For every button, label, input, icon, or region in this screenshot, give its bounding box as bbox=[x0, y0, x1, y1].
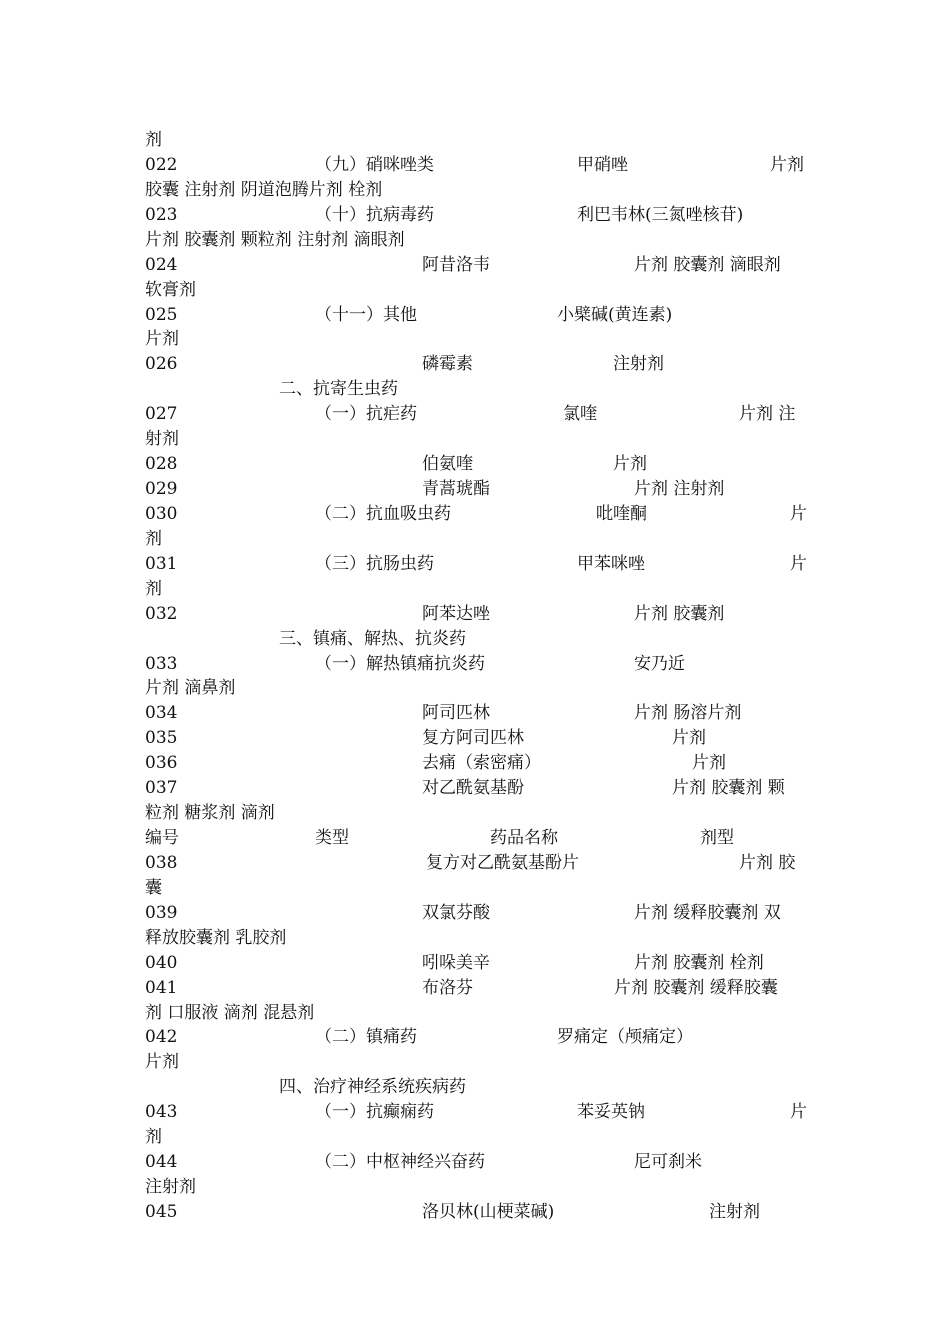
text-l29-4: 剂型 bbox=[700, 828, 734, 848]
text-l11-1: 二、抗寄生虫药 bbox=[279, 379, 398, 399]
text-l41-1: 剂 bbox=[145, 1127, 162, 1147]
text-l10-2: 磷霉素 bbox=[422, 354, 473, 374]
text-l18-1: 031 bbox=[145, 554, 178, 574]
text-l26-3: 片剂 bbox=[692, 753, 726, 773]
text-l08-2: （十一）其他 bbox=[315, 305, 417, 325]
text-l24-3: 片剂 肠溶片剂 bbox=[634, 703, 742, 723]
text-l42-1: 044 bbox=[145, 1152, 178, 1172]
text-l18-4: 片 bbox=[790, 554, 807, 574]
text-l16-3: 吡喹酮 bbox=[596, 504, 647, 524]
text-l12-3: 氯喹 bbox=[563, 404, 597, 424]
text-l02-1: 022 bbox=[145, 155, 178, 175]
text-l16-2: （二）抗血吸虫药 bbox=[315, 504, 451, 524]
text-l13-1: 射剂 bbox=[145, 429, 179, 449]
text-l22-3: 安乃近 bbox=[634, 654, 685, 674]
text-l30-2: 复方对乙酰氨基酚片 bbox=[426, 853, 579, 873]
text-l36-1: 剂 口服液 滴剂 混悬剂 bbox=[145, 1003, 315, 1023]
text-l20-1: 032 bbox=[145, 604, 178, 624]
text-l35-2: 布洛芬 bbox=[422, 978, 473, 998]
text-l17-1: 剂 bbox=[145, 529, 162, 549]
text-l18-2: （三）抗肠虫药 bbox=[315, 554, 434, 574]
text-l30-3: 片剂 胶 bbox=[739, 853, 796, 873]
text-l40-1: 043 bbox=[145, 1102, 178, 1122]
text-l15-3: 片剂 注射剂 bbox=[634, 479, 725, 499]
text-l25-3: 片剂 bbox=[672, 728, 706, 748]
text-l23-1: 片剂 滴鼻剂 bbox=[145, 678, 236, 698]
text-l22-1: 033 bbox=[145, 654, 178, 674]
text-l33-1: 释放胶囊剂 乳胶剂 bbox=[145, 928, 287, 948]
text-l34-1: 040 bbox=[145, 953, 178, 973]
text-l38-1: 片剂 bbox=[145, 1052, 179, 1072]
text-l01-1: 剂 bbox=[145, 130, 162, 150]
text-l44-1: 045 bbox=[145, 1202, 178, 1222]
text-l37-3: 罗痛定（颅痛定） bbox=[557, 1027, 693, 1047]
text-l44-3: 注射剂 bbox=[709, 1202, 760, 1222]
text-l34-2: 吲哚美辛 bbox=[422, 953, 490, 973]
text-l20-2: 阿苯达唑 bbox=[422, 604, 490, 624]
text-l43-1: 注射剂 bbox=[145, 1177, 196, 1197]
text-l27-3: 片剂 胶囊剂 颗 bbox=[672, 778, 785, 798]
text-l40-2: （一）抗癫痫药 bbox=[315, 1102, 434, 1122]
text-l04-2: （十）抗病毒药 bbox=[315, 205, 434, 225]
text-l08-1: 025 bbox=[145, 305, 178, 325]
text-l30-1: 038 bbox=[145, 853, 178, 873]
text-l29-1: 编号 bbox=[145, 828, 179, 848]
text-l09-1: 片剂 bbox=[145, 329, 179, 349]
text-l08-3: 小檗碱(黄连素) bbox=[557, 305, 673, 325]
text-l29-3: 药品名称 bbox=[490, 828, 558, 848]
text-l37-2: （二）镇痛药 bbox=[315, 1027, 417, 1047]
text-l24-2: 阿司匹林 bbox=[422, 703, 490, 723]
text-l04-1: 023 bbox=[145, 205, 178, 225]
text-l15-2: 青蒿琥酯 bbox=[422, 479, 490, 499]
text-l26-1: 036 bbox=[145, 753, 178, 773]
text-l42-3: 尼可刹米 bbox=[634, 1152, 702, 1172]
text-l06-2: 阿昔洛韦 bbox=[422, 255, 490, 275]
text-l02-4: 片剂 bbox=[770, 155, 804, 175]
text-l12-4: 片剂 注 bbox=[739, 404, 796, 424]
text-l16-4: 片 bbox=[790, 504, 807, 524]
text-l14-3: 片剂 bbox=[613, 454, 647, 474]
text-l34-3: 片剂 胶囊剂 栓剂 bbox=[634, 953, 764, 973]
text-l10-1: 026 bbox=[145, 354, 178, 374]
text-l40-3: 苯妥英钠 bbox=[577, 1102, 645, 1122]
text-l21-1: 三、镇痛、解热、抗炎药 bbox=[279, 629, 466, 649]
text-l05-1: 片剂 胶囊剂 颗粒剂 注射剂 滴眼剂 bbox=[145, 230, 405, 250]
text-l12-1: 027 bbox=[145, 404, 178, 424]
text-l03-1: 胶囊 注射剂 阴道泡腾片剂 栓剂 bbox=[145, 180, 383, 200]
text-l02-2: （九）硝咪唑类 bbox=[315, 155, 434, 175]
text-l25-1: 035 bbox=[145, 728, 178, 748]
text-l10-3: 注射剂 bbox=[613, 354, 664, 374]
text-l27-1: 037 bbox=[145, 778, 178, 798]
text-l31-1: 囊 bbox=[145, 878, 162, 898]
text-l25-2: 复方阿司匹林 bbox=[422, 728, 524, 748]
text-l06-1: 024 bbox=[145, 255, 178, 275]
text-l28-1: 粒剂 糖浆剂 滴剂 bbox=[145, 803, 275, 823]
text-l22-2: （一）解热镇痛抗炎药 bbox=[315, 654, 485, 674]
text-l12-2: （一）抗疟药 bbox=[315, 404, 417, 424]
text-l27-2: 对乙酰氨基酚 bbox=[422, 778, 524, 798]
text-l02-3: 甲硝唑 bbox=[577, 155, 628, 175]
text-l40-4: 片 bbox=[790, 1102, 807, 1122]
text-l15-1: 029 bbox=[145, 479, 178, 499]
text-l29-2: 类型 bbox=[315, 828, 349, 848]
text-l39-1: 四、治疗神经系统疾病药 bbox=[279, 1077, 466, 1097]
text-l14-2: 伯氨喹 bbox=[422, 454, 473, 474]
text-l35-3: 片剂 胶囊剂 缓释胶囊 bbox=[614, 978, 778, 998]
text-l37-1: 042 bbox=[145, 1027, 178, 1047]
text-l19-1: 剂 bbox=[145, 579, 162, 599]
text-l04-3: 利巴韦林(三氮唑核苷) bbox=[577, 205, 744, 225]
text-l32-2: 双氯芬酸 bbox=[422, 903, 490, 923]
text-l32-3: 片剂 缓释胶囊剂 双 bbox=[634, 903, 781, 923]
text-l18-3: 甲苯咪唑 bbox=[577, 554, 645, 574]
text-l26-2: 去痛（索密痛） bbox=[422, 753, 541, 773]
text-l44-2: 洛贝林(山梗菜碱) bbox=[422, 1202, 555, 1222]
text-l42-2: （二）中枢神经兴奋药 bbox=[315, 1152, 485, 1172]
text-l24-1: 034 bbox=[145, 703, 178, 723]
text-l07-1: 软膏剂 bbox=[145, 280, 196, 300]
text-l06-3: 片剂 胶囊剂 滴眼剂 bbox=[634, 255, 781, 275]
text-l32-1: 039 bbox=[145, 903, 178, 923]
text-l16-1: 030 bbox=[145, 504, 178, 524]
text-l35-1: 041 bbox=[145, 978, 178, 998]
text-l20-3: 片剂 胶囊剂 bbox=[634, 604, 725, 624]
text-l14-1: 028 bbox=[145, 454, 178, 474]
